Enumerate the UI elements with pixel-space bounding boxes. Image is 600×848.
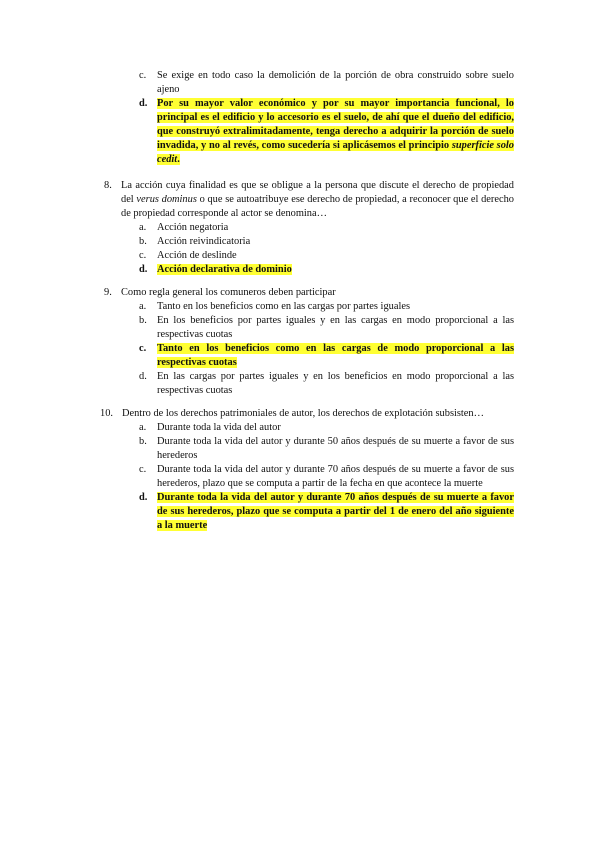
option-text: En los beneficios por partes iguales y en las cargas en modo proporcional a las respectivas cuotas [157, 315, 514, 340]
option-letter: a. [139, 422, 147, 433]
options-list [139, 421, 514, 533]
option-d-correct [139, 491, 514, 533]
option-c [139, 249, 514, 263]
answer-text: Por su mayor valor económico y por su mayor importancia funcional, lo principal es el edificio y lo accesorio es el suelo, de ahí que el dueño del edificio, que construyó extralimitadamente, tenga derecho a adquirir la porción de suelo invadida, y no al revés, como sucedería si aplicásemos el principio [157, 98, 514, 151]
question-text-content: Como regla general los comuneros deben participar [121, 287, 336, 298]
question-10 [100, 407, 514, 533]
option-text: Durante toda la vida del autor [157, 422, 281, 433]
option-text: Durante toda la vida del autor y durante 50 años después de su muerte a favor de sus herederos [157, 436, 514, 461]
option-letter: d. [139, 264, 148, 275]
option-text: En las cargas por partes iguales y en los beneficios en modo proporcional a las respectivas cuotas [157, 371, 514, 396]
question-text [104, 286, 514, 300]
question-text [100, 407, 514, 421]
highlighted-answer [157, 98, 514, 165]
option-text: Acción reivindicatoria [157, 236, 251, 247]
option-c [139, 69, 514, 97]
option-letter: a. [139, 222, 147, 233]
option-letter: b. [139, 236, 147, 247]
option-letter: d. [139, 492, 148, 503]
question-number: 10. [100, 408, 113, 419]
option-letter: d. [139, 98, 148, 109]
answer-text-end: . [177, 154, 180, 165]
option-letter: c. [139, 464, 147, 475]
option-letter: c. [139, 343, 147, 354]
question-9 [104, 286, 514, 398]
option-letter: c. [139, 70, 147, 81]
highlighted-answer: Tanto en los beneficios como en las cargas de modo proporcional a las respectivas cuotas [157, 343, 514, 368]
option-letter: d. [139, 371, 147, 382]
option-b [139, 235, 514, 249]
option-letter: b. [139, 436, 147, 447]
option-c-correct [139, 342, 514, 370]
option-d [139, 370, 514, 398]
option-letter: a. [139, 301, 147, 312]
option-a [139, 421, 514, 435]
option-c [139, 463, 514, 491]
option-text: Durante toda la vida del autor y durante 70 años después de su muerte a favor de sus herederos, plazo que se computa a partir de la fecha en que acontece la muerte [157, 464, 514, 489]
option-a [139, 221, 514, 235]
options-list [139, 221, 514, 277]
question-number: 8. [104, 180, 112, 191]
options-list [139, 300, 514, 398]
answer-italic-text: superficie solo cedit [157, 140, 514, 165]
option-text: Acción negatoria [157, 222, 229, 233]
question-text-end: o que se autoatribuye ese derecho de propiedad, a reconocer que el derecho de propiedad corresponde al actor se denomina… [121, 194, 514, 219]
option-d-correct [139, 97, 514, 167]
previous-question-options [139, 69, 514, 167]
option-letter: b. [139, 315, 147, 326]
option-b [139, 314, 514, 342]
option-a [139, 300, 514, 314]
question-text-italic: verus dominus [136, 194, 197, 205]
question-8 [104, 179, 514, 277]
question-text [104, 179, 514, 221]
option-d-correct [139, 263, 514, 277]
question-text-content: Dentro de los derechos patrimoniales de autor, los derechos de explotación subsisten… [122, 408, 485, 419]
question-text-start: La acción cuya finalidad es que se obligue a la persona que discute el derecho de propiedad del [121, 180, 514, 205]
option-text: Acción de deslinde [157, 250, 237, 261]
option-text: Tanto en los beneficios como en las cargas por partes iguales [157, 301, 410, 312]
option-b [139, 435, 514, 463]
option-letter: c. [139, 250, 147, 261]
question-number: 9. [104, 287, 112, 298]
highlighted-answer: Acción declarativa de dominio [157, 264, 292, 275]
highlighted-answer: Durante toda la vida del autor y durante 70 años después de su muerte a favor de sus herederos, plazo que se computa a partir del 1 de enero del año siguiente a la muerte [157, 492, 514, 531]
option-text: Se exige en todo caso la demolición de la porción de obra construido sobre suelo ajeno [157, 70, 514, 95]
